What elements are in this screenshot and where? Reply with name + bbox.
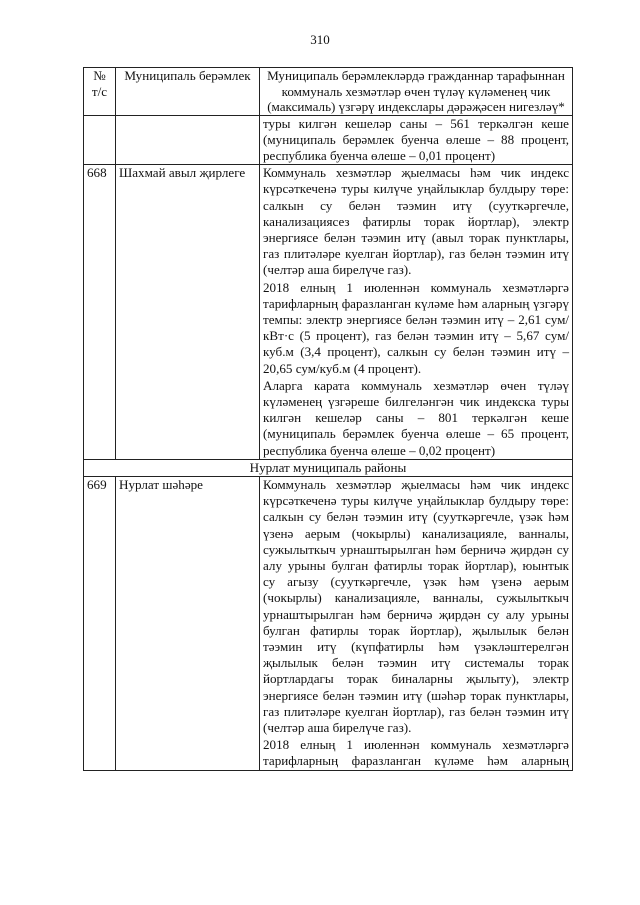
table-row-continuation	[84, 115, 573, 165]
row-number	[84, 115, 116, 165]
region-title: Нурлат муниципаль районы	[84, 459, 573, 476]
row-municipality	[116, 115, 260, 165]
tariff-index-table	[83, 67, 573, 771]
description-paragraph: Аларга карата коммуналь хезмәтләр өчен түләү күләменең үзгәреше билгеләнгән чик индекска туры килгән кешеләр саны – 801 теркәлгән кеше (муниципаль берәмлек буенча өлеше – 65 процент, республика буенча өлеше – 0,02 процент)	[263, 377, 569, 458]
row-description	[260, 115, 573, 165]
row-description	[260, 165, 573, 460]
header-number: № т/с	[84, 68, 116, 116]
row-number: 668	[84, 165, 116, 460]
row-description	[260, 476, 573, 770]
description-paragraph: Коммуналь хезмәтләр җыелмасы һәм чик индекс күрсәткеченә туры килүче уңайлыклар булдыру төре: салкын су белән тәэмин итү (сууткәргечле, үзәк һәм үзенә аерым (чокырлы) канализацияле, ванналы, сужылыткыч урнаштырылган һәм берничә җирдән су алу урыны булган фатирлы торак йортлар), юынтык су агызу (сууткәргечле, үзәк һәм үзенә аерым (чокырлы) канализацияле, ванналы, сужылыткыч урнаштырылган һәм берничә җирдән су алу урыны булган фатирлы торак йортлар), җылылык белән тәэмин итү (күпфатирлы һәм үзәкләштерелгән җылылык белән тәэмин итү системалы торак йортлардагы торак биналарны җылыту), электр энергиясе белән тәэмин итү (шәһәр торак пунктлары, газ плитәләре куелган йортлар), газ белән тәэмин итү (челтәр аша бирелүче газ).	[263, 476, 569, 736]
description-paragraph: туры килгән кешеләр саны – 561 теркәлгән кеше (муниципаль берәмлек буенча өлеше – 88 процент, республика буенча өлеше – 0,01 процент)	[263, 115, 569, 163]
table-row-669	[84, 476, 573, 770]
row-number: 669	[84, 476, 116, 770]
region-row	[84, 459, 573, 476]
table-header-row	[84, 68, 573, 116]
row-municipality: Шахмай авыл җирлеге	[116, 165, 260, 460]
description-paragraph: 2018 елның 1 июленнән коммуналь хезмәтләргә тарифларның фаразланган күләме һәм аларның үзгәрү темпы: электр энергиясе белән тәэмин итү – 2,61 сум/кВт·с (5 процент), газ белән тәэмин итү – 5,67 сум/куб.м (3,4 процент), салкын су белән тәэмин итү – 20,65 сум/куб.м (4 процент).	[263, 279, 569, 376]
header-municipality: Муниципаль берәмлек	[116, 68, 260, 116]
table-row-668	[84, 165, 573, 460]
page-number: 310	[310, 32, 330, 47]
row-municipality: Нурлат шәһәре	[116, 476, 260, 770]
description-paragraph: Коммуналь хезмәтләр җыелмасы һәм чик индекс күрсәткеченә туры килүче уңайлыклар булдыру төре: салкын су белән тәэмин итү (сууткәргечле, канализациясез фатирлы торак йортлар), электр энергиясе белән тәэмин итү (авыл торак пунктлары, газ плитәләре куелган йортлар), газ белән тәэмин итү (челтәр аша бирелүче газ).	[263, 165, 569, 278]
header-basis: Муниципаль берәмлекләрдә гражданнар тарафыннан коммуналь хезмәтләр өчен түләү күләменең чик (максималь) үзгәрү индекслары дәрәҗәсен нигезләү*	[260, 68, 573, 116]
description-paragraph: 2018 елның 1 июленнән коммуналь хезмәтләргә тарифларның фаразланган күләме һәм аларның	[263, 737, 569, 769]
